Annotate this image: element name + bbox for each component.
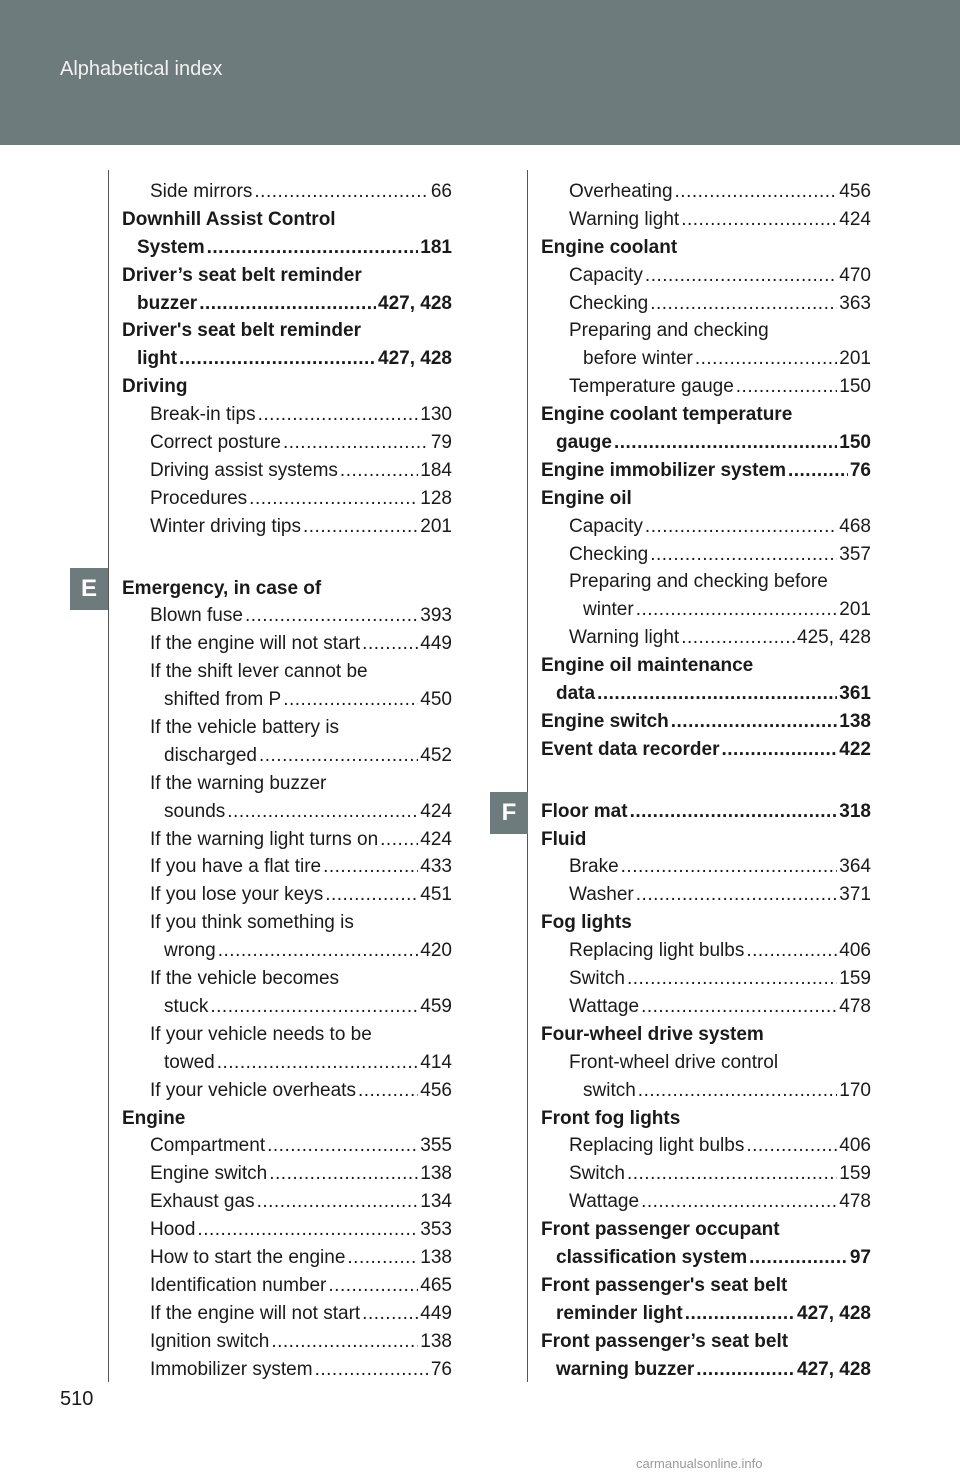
dot-leader: [746, 937, 837, 965]
entry-text: System: [137, 236, 205, 258]
index-entry[interactable]: [541, 965, 871, 993]
entry-text: Engine switch: [541, 710, 669, 732]
index-entry[interactable]: [541, 262, 871, 290]
dot-leader: [614, 429, 837, 457]
index-entry[interactable]: [541, 937, 871, 965]
section-gap: [541, 764, 871, 798]
index-entry[interactable]: [541, 624, 871, 652]
index-heading: [541, 909, 871, 937]
entry-text: Wattage: [569, 995, 640, 1017]
dot-leader: [258, 401, 419, 429]
entry-page-ref[interactable]: 427, 428: [378, 292, 452, 314]
entry-text: warning buzzer: [556, 1358, 695, 1380]
index-entry[interactable]: [541, 206, 871, 234]
entry-text: If your vehicle needs to be: [150, 1023, 372, 1045]
page-header: [0, 0, 960, 145]
entry-text: Fog lights: [541, 912, 632, 934]
index-heading: [541, 234, 871, 262]
index-entry: [122, 909, 452, 937]
dot-leader: [362, 1300, 418, 1328]
section-gap: [122, 541, 452, 575]
entry-page-ref[interactable]: 470: [839, 264, 871, 286]
entry-text: Preparing and checking before: [569, 571, 828, 593]
entry-page-ref[interactable]: 201: [420, 515, 452, 537]
index-entry: [541, 317, 871, 345]
entry-text: Correct posture: [150, 432, 281, 454]
index-entry[interactable]: [541, 853, 871, 881]
dot-leader: [597, 680, 837, 708]
dot-leader: [218, 937, 419, 965]
index-heading: [122, 575, 452, 603]
entry-text: Engine coolant: [541, 236, 678, 258]
dot-leader: [638, 1077, 838, 1105]
entry-text: If the engine will not start: [150, 633, 361, 655]
watermark: carmanualsonline.info: [636, 1456, 763, 1471]
index-entry[interactable]: [122, 881, 452, 909]
entry-page-ref[interactable]: 201: [839, 599, 871, 621]
index-entry[interactable]: [122, 513, 452, 541]
dot-leader: [721, 736, 837, 764]
index-entry[interactable]: [122, 429, 452, 457]
entry-text: Checking: [569, 543, 649, 565]
entry-text: Engine immobilizer system: [541, 459, 786, 481]
entry-text: How to start the engine: [150, 1246, 346, 1268]
index-heading[interactable]: [541, 708, 871, 736]
column-divider-middle: [527, 170, 528, 1382]
dot-leader: [254, 178, 428, 206]
dot-leader: [227, 798, 418, 826]
entry-text: Immobilizer system: [150, 1358, 313, 1380]
index-heading[interactable]: [541, 736, 871, 764]
entry-text: Capacity: [569, 515, 643, 537]
index-entry[interactable]: [122, 1132, 452, 1160]
entry-text: If your vehicle overheats: [150, 1079, 356, 1101]
index-entry[interactable]: [122, 401, 452, 429]
index-heading: [541, 401, 871, 429]
index-entry[interactable]: [541, 178, 871, 206]
dot-leader: [630, 798, 838, 826]
index-entry[interactable]: [541, 1160, 871, 1188]
entry-page-ref[interactable]: 424: [420, 800, 452, 822]
entry-text: reminder light: [556, 1302, 683, 1324]
entry-page-ref[interactable]: 181: [420, 236, 452, 258]
dot-leader: [671, 708, 838, 736]
index-heading: [541, 652, 871, 680]
dot-leader: [636, 596, 838, 624]
index-entry: [122, 714, 452, 742]
entry-page-ref[interactable]: 427, 428: [378, 348, 452, 370]
entry-page-ref[interactable]: 450: [420, 689, 452, 711]
entry-page-ref[interactable]: 318: [839, 800, 871, 822]
dot-leader: [207, 234, 419, 262]
dot-leader: [788, 457, 848, 485]
index-entry[interactable]: [122, 602, 452, 630]
entry-text: towed: [164, 1051, 215, 1073]
entry-text: Emergency, in case of: [122, 577, 322, 599]
entry-text: Exhaust gas: [150, 1191, 255, 1213]
dot-leader: [641, 993, 837, 1021]
entry-page-ref[interactable]: 449: [420, 633, 452, 655]
dot-leader: [283, 686, 418, 714]
column-divider-left: [108, 170, 109, 1382]
entry-page-ref[interactable]: 128: [420, 487, 452, 509]
index-entry[interactable]: [122, 798, 452, 826]
entry-text: Temperature gauge: [569, 376, 734, 398]
section-tab-e[interactable]: E: [70, 568, 108, 610]
index-heading[interactable]: [541, 1244, 871, 1272]
entry-page-ref[interactable]: 406: [839, 940, 871, 962]
index-heading[interactable]: [122, 234, 452, 262]
dot-leader: [681, 206, 837, 234]
entry-page-ref[interactable]: 66: [430, 181, 452, 202]
entry-text: before winter: [583, 348, 693, 370]
entry-page-ref[interactable]: 468: [839, 515, 871, 537]
entry-page-ref[interactable]: 159: [839, 968, 871, 990]
entry-page-ref[interactable]: 79: [430, 432, 452, 454]
index-entry: [122, 965, 452, 993]
dot-leader: [325, 881, 418, 909]
entry-text: Preparing and checking: [569, 320, 769, 342]
index-heading[interactable]: [541, 1300, 871, 1328]
entry-page-ref[interactable]: 424: [839, 208, 871, 230]
section-title: Alphabetical index: [60, 58, 223, 80]
dot-leader: [328, 1272, 418, 1300]
entry-page-ref[interactable]: 406: [839, 1135, 871, 1157]
entry-text: Warning light: [569, 627, 680, 649]
entry-page-ref[interactable]: 361: [839, 683, 871, 705]
entry-text: Checking: [569, 292, 649, 314]
entry-text: Procedures: [150, 487, 248, 509]
entry-page-ref[interactable]: 424: [420, 828, 452, 850]
entry-text: sounds: [164, 800, 226, 822]
entry-text: Winter driving tips: [150, 515, 301, 537]
entry-text: If the warning buzzer: [150, 772, 327, 794]
entry-page-ref[interactable]: 452: [420, 744, 452, 766]
entry-text: discharged: [164, 744, 257, 766]
dot-leader: [179, 345, 376, 373]
index-entry[interactable]: [541, 1188, 871, 1216]
entry-text: light: [137, 348, 178, 370]
entry-text: Front passenger’s seat belt: [541, 1330, 789, 1352]
entry-text: If the shift lever cannot be: [150, 661, 368, 683]
index-entry[interactable]: [122, 1356, 452, 1384]
dot-leader: [340, 457, 418, 485]
dot-leader: [685, 1300, 795, 1328]
index-entry[interactable]: [541, 1132, 871, 1160]
entry-page-ref[interactable]: 159: [839, 1163, 871, 1185]
entry-page-ref[interactable]: 150: [839, 376, 871, 398]
index-entry[interactable]: [541, 373, 871, 401]
index-entry[interactable]: [122, 457, 452, 485]
entry-text: Blown fuse: [150, 605, 243, 627]
index-entry[interactable]: [122, 1049, 452, 1077]
index-entry[interactable]: [122, 485, 452, 513]
dot-leader: [210, 993, 418, 1021]
index-entry: [541, 1049, 871, 1077]
index-entry[interactable]: [541, 345, 871, 373]
entry-page-ref[interactable]: 138: [420, 1163, 452, 1185]
entry-page-ref[interactable]: 184: [420, 459, 452, 481]
index-entry[interactable]: [541, 513, 871, 541]
index-column-right: [541, 178, 871, 1383]
index-entry[interactable]: [541, 541, 871, 569]
entry-page-ref[interactable]: 425, 428: [797, 627, 871, 649]
entry-page-ref[interactable]: 427, 428: [797, 1302, 871, 1324]
entry-text: data: [556, 683, 596, 705]
entry-text: Side mirrors: [150, 181, 253, 202]
entry-text: Ignition switch: [150, 1330, 270, 1352]
entry-page-ref[interactable]: 201: [839, 348, 871, 370]
dot-leader: [627, 1160, 837, 1188]
entry-text: Hood: [150, 1219, 196, 1241]
index-entry: [122, 658, 452, 686]
dot-leader: [746, 1132, 837, 1160]
entry-text: Engine: [122, 1107, 186, 1129]
index-entry[interactable]: [122, 993, 452, 1021]
index-entry[interactable]: [122, 1216, 452, 1244]
dot-leader: [199, 290, 376, 318]
entry-page-ref[interactable]: 456: [420, 1079, 452, 1101]
entry-page-ref[interactable]: 76: [849, 459, 871, 481]
dot-leader: [257, 1188, 419, 1216]
dot-leader: [358, 1077, 418, 1105]
index-heading: [122, 373, 452, 401]
dot-leader: [323, 853, 418, 881]
entry-text: Front passenger's seat belt: [541, 1274, 788, 1296]
index-entry[interactable]: [541, 1077, 871, 1105]
entry-text: wrong: [164, 940, 216, 962]
entry-text: Event data recorder: [541, 738, 720, 760]
dot-leader: [650, 290, 837, 318]
dot-leader: [315, 1356, 429, 1384]
entry-page-ref[interactable]: 433: [420, 856, 452, 878]
index-entry[interactable]: [122, 1244, 452, 1272]
entry-text: stuck: [164, 995, 209, 1017]
entry-page-ref[interactable]: 138: [420, 1330, 452, 1352]
dot-leader: [269, 1160, 418, 1188]
index-entry[interactable]: [122, 630, 452, 658]
entry-text: Washer: [569, 884, 634, 906]
index-entry[interactable]: [122, 937, 452, 965]
dot-leader: [645, 513, 837, 541]
index-entry[interactable]: [122, 826, 452, 854]
index-column-left: [122, 178, 452, 1383]
index-entry[interactable]: [122, 742, 452, 770]
entry-text: Brake: [569, 856, 619, 878]
entry-text: winter: [583, 599, 634, 621]
entry-text: Driver’s seat belt reminder: [122, 264, 362, 286]
entry-text: classification system: [556, 1246, 748, 1268]
dot-leader: [267, 1132, 418, 1160]
dot-leader: [249, 485, 418, 513]
entry-text: Break-in tips: [150, 404, 256, 426]
entry-text: Switch: [569, 968, 625, 990]
entry-page-ref[interactable]: 478: [839, 995, 871, 1017]
dot-leader: [675, 178, 838, 206]
index-entry[interactable]: [122, 1160, 452, 1188]
entry-text: Wattage: [569, 1191, 640, 1213]
entry-text: gauge: [556, 432, 612, 454]
entry-page-ref[interactable]: 130: [420, 404, 452, 426]
dot-leader: [271, 1328, 418, 1356]
entry-text: Engine coolant temperature: [541, 404, 793, 426]
entry-text: If you lose your keys: [150, 884, 324, 906]
entry-text: Front fog lights: [541, 1107, 681, 1129]
entry-page-ref[interactable]: 134: [420, 1191, 452, 1213]
entry-text: Front-wheel drive control: [569, 1051, 779, 1073]
entry-page-ref[interactable]: 355: [420, 1135, 452, 1157]
index-entry[interactable]: [541, 993, 871, 1021]
entry-page-ref[interactable]: 150: [839, 432, 871, 454]
index-entry[interactable]: [122, 1300, 452, 1328]
index-heading[interactable]: [541, 680, 871, 708]
entry-page-ref[interactable]: 371: [839, 884, 871, 906]
index-entry[interactable]: [122, 853, 452, 881]
index-entry[interactable]: [541, 290, 871, 318]
entry-text: Engine oil maintenance: [541, 655, 754, 677]
entry-text: If the vehicle battery is: [150, 717, 340, 739]
entry-text: buzzer: [137, 292, 198, 314]
entry-page-ref[interactable]: 456: [839, 181, 871, 202]
entry-text: Compartment: [150, 1135, 266, 1157]
index-heading: [122, 262, 452, 290]
index-entry[interactable]: [122, 1188, 452, 1216]
dot-leader: [696, 1356, 795, 1384]
entry-page-ref[interactable]: 465: [420, 1274, 452, 1296]
dot-leader: [347, 1244, 418, 1272]
entry-page-ref[interactable]: 422: [839, 738, 871, 760]
entry-page-ref[interactable]: 353: [420, 1219, 452, 1241]
entry-text: Front passenger occupant: [541, 1219, 780, 1241]
entry-page-ref[interactable]: 357: [839, 543, 871, 565]
index-heading: [541, 1105, 871, 1133]
dot-leader: [283, 429, 429, 457]
index-heading[interactable]: [541, 798, 871, 826]
entry-text: Driver's seat belt reminder: [122, 320, 361, 342]
index-entry[interactable]: [541, 881, 871, 909]
index-heading[interactable]: [122, 345, 452, 373]
entry-text: shifted from P: [164, 689, 282, 711]
entry-text: If you think something is: [150, 912, 354, 934]
index-heading[interactable]: [541, 1356, 871, 1384]
index-entry: [541, 568, 871, 596]
index-entry[interactable]: [122, 178, 452, 206]
index-heading[interactable]: [541, 429, 871, 457]
index-entry[interactable]: [122, 1077, 452, 1105]
entry-page-ref[interactable]: 451: [420, 884, 452, 906]
index-heading: [541, 826, 871, 854]
index-entry[interactable]: [122, 1272, 452, 1300]
entry-text: Replacing light bulbs: [569, 940, 745, 962]
dot-leader: [749, 1244, 848, 1272]
dot-leader: [636, 881, 838, 909]
section-tab-f[interactable]: F: [490, 792, 528, 834]
index-entry[interactable]: [122, 1328, 452, 1356]
index-heading: [541, 1328, 871, 1356]
entry-page-ref[interactable]: 97: [849, 1246, 871, 1268]
index-entry: [122, 770, 452, 798]
dot-leader: [380, 826, 418, 854]
index-heading: [122, 206, 452, 234]
entry-text: If the warning light turns on: [150, 828, 379, 850]
entry-text: Four-wheel drive system: [541, 1023, 764, 1045]
entry-text: Warning light: [569, 208, 680, 230]
dot-leader: [197, 1216, 418, 1244]
entry-page-ref[interactable]: 138: [420, 1246, 452, 1268]
index-heading: [541, 1021, 871, 1049]
entry-text: Switch: [569, 1163, 625, 1185]
entry-text: Identification number: [150, 1274, 327, 1296]
entry-page-ref[interactable]: 449: [420, 1302, 452, 1324]
entry-text: Replacing light bulbs: [569, 1135, 745, 1157]
dot-leader: [303, 513, 418, 541]
index-heading: [541, 1272, 871, 1300]
index-heading[interactable]: [541, 457, 871, 485]
entry-page-ref[interactable]: 414: [420, 1051, 452, 1073]
entry-text: If you have a flat tire: [150, 856, 322, 878]
entry-text: Engine switch: [150, 1163, 268, 1185]
index-heading: [122, 317, 452, 345]
entry-text: Floor mat: [541, 800, 628, 822]
index-heading: [541, 485, 871, 513]
entry-page-ref[interactable]: 459: [420, 995, 452, 1017]
entry-page-ref[interactable]: 170: [839, 1079, 871, 1101]
dot-leader: [245, 602, 418, 630]
entry-text: switch: [583, 1079, 636, 1101]
index-entry[interactable]: [122, 686, 452, 714]
dot-leader: [695, 345, 837, 373]
entry-page-ref[interactable]: 420: [420, 940, 452, 962]
dot-leader: [736, 373, 838, 401]
index-heading[interactable]: [122, 290, 452, 318]
entry-text: Fluid: [541, 828, 587, 850]
entry-text: Engine oil: [541, 487, 632, 509]
page-number: 510: [60, 1388, 94, 1410]
entry-page-ref[interactable]: 76: [430, 1358, 452, 1380]
entry-page-ref[interactable]: 364: [839, 856, 871, 878]
entry-text: If the vehicle becomes: [150, 968, 340, 990]
entry-page-ref[interactable]: 138: [839, 710, 871, 732]
index-heading: [541, 1216, 871, 1244]
dot-leader: [641, 1188, 837, 1216]
dot-leader: [650, 541, 837, 569]
index-heading: [122, 1105, 452, 1133]
dot-leader: [681, 624, 795, 652]
entry-text: Driving assist systems: [150, 459, 338, 481]
entry-text: Overheating: [569, 181, 673, 202]
entry-page-ref[interactable]: 393: [420, 605, 452, 627]
dot-leader: [259, 742, 418, 770]
index-entry: [122, 1021, 452, 1049]
entry-text: Driving: [122, 376, 188, 398]
dot-leader: [217, 1049, 419, 1077]
index-entry[interactable]: [541, 596, 871, 624]
entry-page-ref[interactable]: 363: [839, 292, 871, 314]
entry-text: If the engine will not start: [150, 1302, 361, 1324]
entry-page-ref[interactable]: 427, 428: [797, 1358, 871, 1380]
entry-text: Capacity: [569, 264, 643, 286]
entry-page-ref[interactable]: 478: [839, 1191, 871, 1213]
dot-leader: [645, 262, 837, 290]
dot-leader: [621, 853, 838, 881]
entry-text: Downhill Assist Control: [122, 208, 336, 230]
dot-leader: [362, 630, 418, 658]
dot-leader: [627, 965, 837, 993]
